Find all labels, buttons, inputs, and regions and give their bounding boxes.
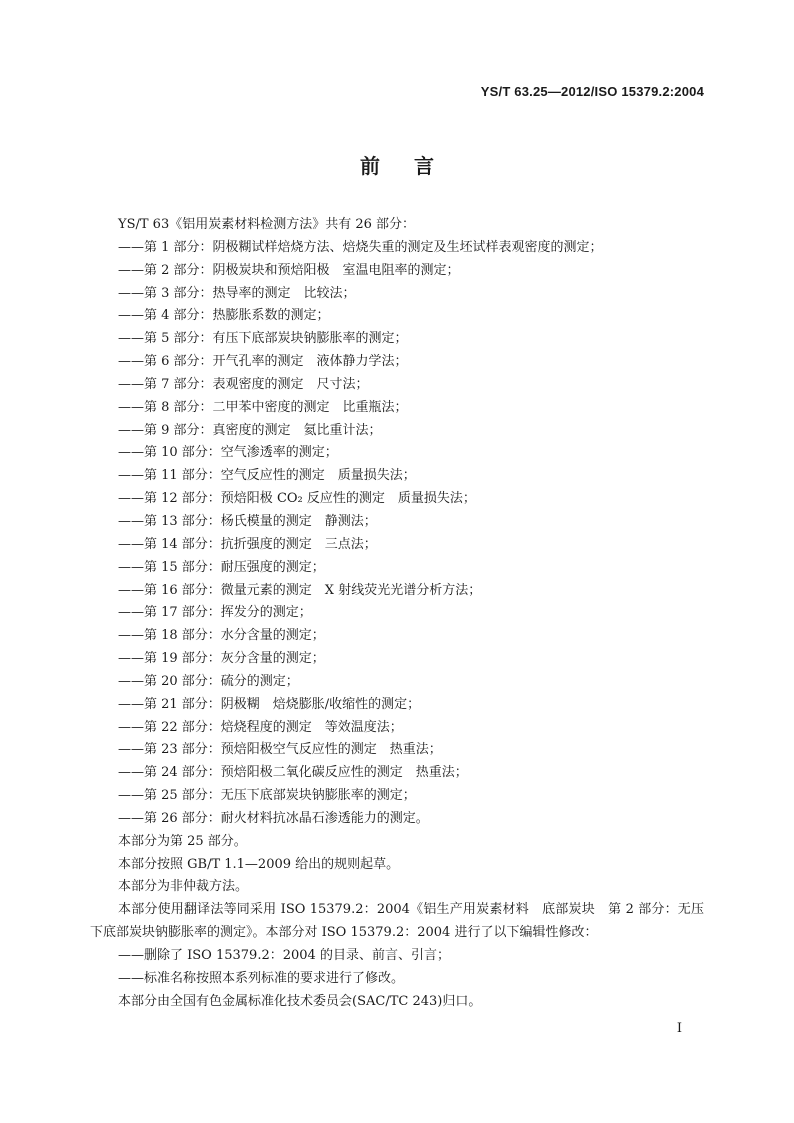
list-item: ——第 4 部分：热膨胀系数的测定； (118, 308, 330, 324)
list-item: ——第 24 部分：预焙阳极二氧化碳反应性的测定 热重法； (118, 765, 468, 781)
list-item: ——第 16 部分：微量元素的测定 X 射线荧光光谱分析方法； (118, 582, 482, 598)
list-item: ——第 26 部分：耐火材料抗冰晶石渗透能力的测定。 (118, 810, 429, 826)
list-item: ——第 14 部分：抗折强度的测定 三点法； (118, 536, 377, 552)
list-item: ——第 5 部分：有压下底部炭块钠膨胀率的测定； (118, 331, 408, 347)
adoption-paragraph: 本部分使用翻译法等同采用 ISO 15379.2：2004《铝生产用炭素材料 底部炭块 第 2 部分：无压下底部炭块钠膨胀率的测定》。本部分对 ISO 15379.2：2004 进行了以下编辑性修改： (90, 902, 704, 941)
list-item: ——第 9 部分：真密度的测定 氦比重计法； (118, 422, 382, 438)
list-item: ——第 11 部分：空气反应性的测定 质量损失法； (118, 468, 416, 484)
list-item: ——第 8 部分：二甲苯中密度的测定 比重瓶法； (118, 399, 408, 415)
list-item: ——第 13 部分：杨氏模量的测定 静测法； (118, 513, 377, 529)
committee-note: 本部分由全国有色金属标准化技术委员会(SAC/TC 243)归口。 (118, 993, 482, 1009)
list-item: ——第 25 部分：无压下底部炭块钠膨胀率的测定； (118, 788, 416, 804)
list-item: ——第 3 部分：热导率的测定 比较法； (118, 285, 356, 301)
intro-paragraph: YS/T 63《铝用炭素材料检测方法》共有 26 部分： (118, 217, 416, 232)
list-item: ——第 17 部分：挥发分的测定； (118, 605, 312, 621)
list-item: ——第 10 部分：空气渗透率的测定； (118, 445, 338, 461)
list-item: ——第 19 部分：灰分含量的测定； (118, 651, 325, 667)
this-part-note: 本部分为第 25 部分。 (118, 833, 247, 849)
drafting-note: 本部分按照 GB/T 1.1—2009 给出的规则起草。 (118, 856, 400, 872)
list-item: ——第 1 部分：阴极糊试样焙烧方法、焙烧失重的测定及生坯试样表观密度的测定； (118, 239, 603, 255)
document-body (90, 214, 704, 1014)
list-item: ——第 22 部分：焙烧程度的测定 等效温度法； (118, 719, 403, 735)
list-item: ——第 20 部分：硫分的测定； (118, 673, 299, 689)
list-item: ——第 6 部分：开气孔率的测定 液体静力学法； (118, 354, 408, 370)
edit-item: ——标准名称按照本系列标准的要求进行了修改。 (118, 970, 405, 986)
list-item: ——第 12 部分：预焙阳极 CO₂ 反应性的测定 质量损失法； (118, 491, 476, 507)
edit-item: ——删除了 ISO 15379.2：2004 的目录、前言、引言； (118, 948, 450, 963)
list-item: ——第 2 部分：阴极炭块和预焙阳极 室温电阻率的测定； (118, 262, 460, 278)
page-number: I (676, 1021, 682, 1036)
list-item: ——第 7 部分：表观密度的测定 尺寸法； (118, 376, 369, 392)
page-title: 前言 (360, 154, 468, 178)
list-item: ——第 15 部分：耐压强度的测定； (118, 559, 325, 575)
list-item: ——第 23 部分：预焙阳极空气反应性的测定 热重法； (118, 742, 442, 758)
parts-list (90, 237, 704, 831)
method-note: 本部分为非仲裁方法。 (118, 879, 249, 895)
standard-code: YS/T 63.25—2012/ISO 15379.2:2004 (480, 84, 704, 99)
list-item: ——第 18 部分：水分含量的测定； (118, 628, 325, 644)
list-item: ——第 21 部分：阴极糊 焙烧膨胀/收缩性的测定； (118, 696, 421, 712)
